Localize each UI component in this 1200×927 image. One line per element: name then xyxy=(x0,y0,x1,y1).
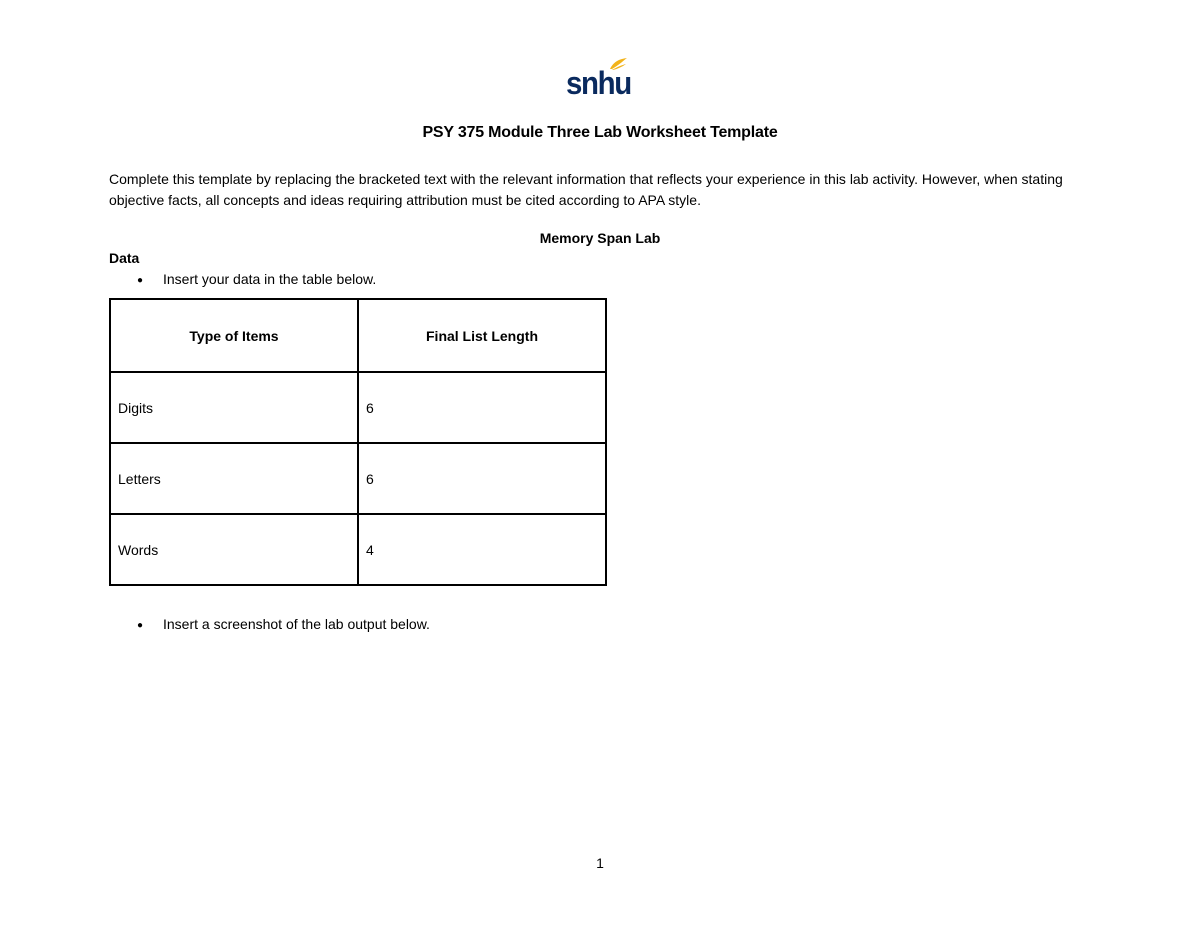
table-row xyxy=(110,372,606,443)
table-cell[interactable]: 6 xyxy=(358,372,606,443)
bullet-dot-icon: ● xyxy=(137,620,144,631)
logo-text: snhu xyxy=(566,65,631,101)
table-row xyxy=(110,443,606,514)
snhu-logo xyxy=(566,57,632,103)
intro-paragraph: Complete this template by replacing the bracketed text with the relevant information that reflects your experience in this lab activity. However, when stating objective facts, all concepts and ideas requiring attribution must be cited according to APA style. xyxy=(109,171,1063,208)
table-cell[interactable]: 6 xyxy=(358,443,606,514)
table-row xyxy=(110,514,606,585)
page-title: PSY 375 Module Three Lab Worksheet Template xyxy=(422,124,778,141)
table-cell[interactable]: Letters xyxy=(110,443,358,514)
data-table xyxy=(109,298,607,586)
bullet-text: Insert your data in the table below. xyxy=(163,271,377,287)
table-cell[interactable]: Digits xyxy=(110,372,358,443)
table-cell[interactable]: Words xyxy=(110,514,358,585)
bullet-item xyxy=(137,616,430,632)
table-header-row xyxy=(110,299,606,372)
data-heading: Data xyxy=(109,250,140,266)
section-title: Memory Span Lab xyxy=(539,230,661,246)
bullet-dot-icon: ● xyxy=(137,275,144,286)
table-cell[interactable]: 4 xyxy=(358,514,606,585)
bullet-text: Insert a screenshot of the lab output below. xyxy=(163,616,430,632)
bullet-item xyxy=(137,271,376,287)
page-number: 1 xyxy=(596,855,604,871)
table-header-cell[interactable]: Type of Items xyxy=(110,299,358,372)
table-header-cell[interactable]: Final List Length xyxy=(358,299,606,372)
